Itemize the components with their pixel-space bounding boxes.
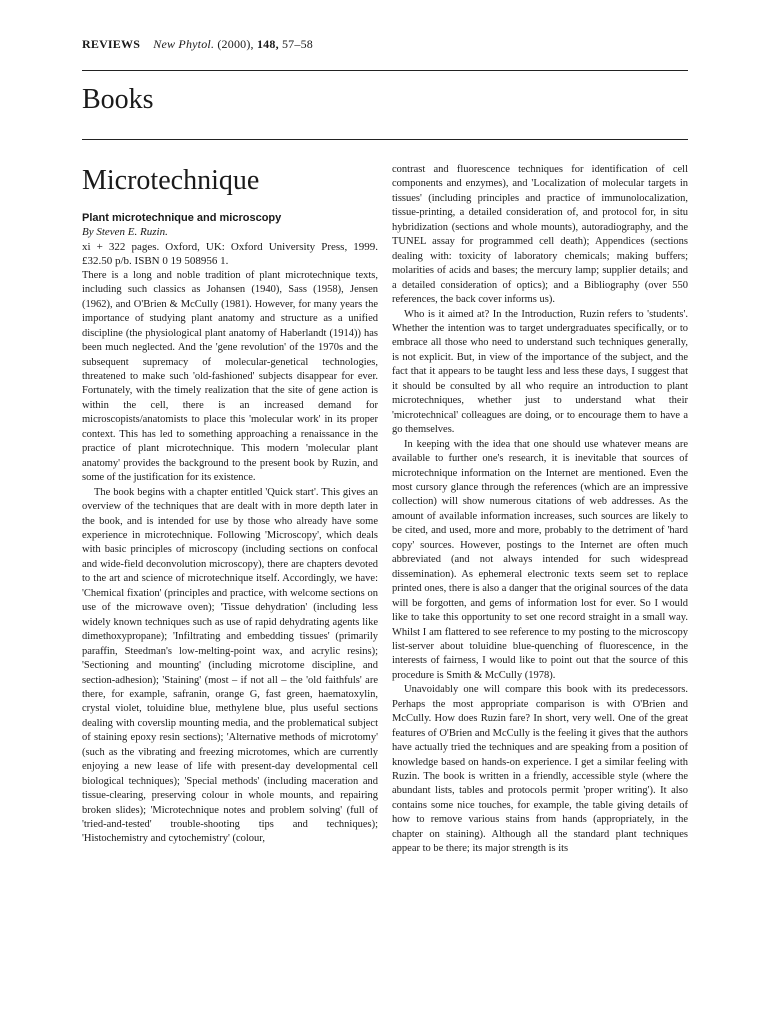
- paragraph: There is a long and noble tradition of plant microtechnique texts, including such classics as Johansen (1940), Sass (1958), Jensen (1962), and O'Brien & McCully (1981). However, for many years the importance of studying plant anatomy and structure as a unified discipline (the physiological plant anatomy of Haberlandt (1914)) has been much neglected. And the 'gene revolution' of the 1970s and the subsequent supremacy of molecular-genetical technologies, threatened to make such 'old-fashioned' subjects disappear for ever. Fortunately, with the timely realization that the site of gene action is within the cell, there is an increased demand for microscopists/anatomists to place this 'molecular work' in its proper context. This has led to something approaching a renaissance in the practice of plant microtechnique. This modern 'molecular plant anatomy' provides the background to the present book by Ruzin, and some of the justification for its existence.: [82, 269, 378, 484]
- right-column: [392, 163, 688, 857]
- paragraph: The book begins with a chapter entitled 'Quick start'. This gives an overview of the techniques that are dealt with in more depth later in the book, and is intended for use by those who already have some experience in microtechnique. Following 'Microscopy', which deals with basic principles of microscopy (including sections on confocal and wide-field deconvolution microscopy), there are chapters devoted to the art and science of microtechnique itself. Accordingly, we have: 'Chemical fixation' (principles and practice, with welcome sections on use of the microwave oven); 'Tissue dehydration' (including less widely known techniques such as use of rapid dehydrating agents like dimethoxypropane); 'Infiltrating and embedding tissues' (primarily paraffin, Steedman's low-melting-point wax, and acrylic resins); 'Sectioning and mounting' (including microtome discipline, and section-adhesion); 'Staining' (most – if not all – the 'old faithfuls' are there, for example, safranin, orange G, fast green, haematoxylin, crystal violet, toluidine blue, methylene blue, plus useful sections dealing with coverslip mounting media, and the problematical subject of staining epoxy resin sections); 'Alternative methods of microtomy' (such as the vibrating and freezing microtomes, which are currently enjoying a new lease of life with present-day developmental cell biological techniques); 'Special methods' (including maceration and tissue-clearing, preserving colour in whole mounts, and repairing broken slides); 'Microtechnique notes and problem solving' (full of 'tried-and-tested' trouble-shooting tips and techniques); 'Histochemistry and cytochemistry' (colour,: [82, 486, 378, 845]
- section-divider: [82, 139, 688, 140]
- running-header: [82, 37, 313, 52]
- paragraph: In keeping with the idea that one should use whatever means are available to further one's research, it is inevitable that sources of microtechnique information on the Internet are mentioned. Even the most cursory glance through the references (which are an impressive collection) will show numerous citations of web addresses. As the amount of available information increases, such sources are likely to be cited, and used, more and more, probably to the detriment of 'hard copy' sources. However, postings to the Internet are often much abbreviated (and not always intended for such widespread dissemination). As ephemeral electronic texts seem set to replace printed ones, there is also a danger that the original sources of the data will be forgotten, and gems of information lost for ever. So I would like to take this opportunity to set one record straight in a small way. Whilst I am flattered to see reference to my posting to the microscopy list-server about toluidine blue-quenching of fluorescence, in the interests of fairness, I would like to point out that the source of this procedure is Smith & McCully (1978).: [392, 438, 688, 681]
- header-label: REVIEWS: [82, 37, 141, 51]
- section-title: Books: [82, 84, 154, 115]
- article-title: Microtechnique: [82, 165, 260, 196]
- left-column: [82, 163, 378, 847]
- journal-volume: 148,: [256, 37, 279, 51]
- journal-pages: 57–58: [281, 37, 313, 51]
- bibliographic-details: xi + 322 pages. Oxford, UK: Oxford University Press, 1999. £32.50 p/b. ISBN 0 19 508956 1.: [82, 240, 378, 268]
- journal-name: New Phytol.: [153, 37, 215, 51]
- article-author: By Steven E. Ruzin.: [82, 226, 168, 239]
- paragraph: Who is it aimed at? In the Introduction, Ruzin refers to 'students'. Whether the intention was to target undergraduates specifically, or to embrace all those who need to understand such techniques generally, is not explicit. But, in view of the importance of the subject, and the fact that it appears to be taught less and less these days, I suggest that it should be consulted by all who require an introduction to plant microtechniques, whether just to understand what their 'microtechnical' colleagues are doing, or to encourage them to have a go themselves.: [392, 308, 688, 436]
- paragraph: Unavoidably one will compare this book with its predecessors. Perhaps the most appropriate comparison is with O'Brien and McCully. How does Ruzin fare? In short, very well. One of the great features of O'Brien and McCully is the feeling it gives that the authors have actually tried the techniques and are speaking from a position of knowledge based on hands-on experience. I get a similar feeling with Ruzin. The book is written in a friendly, accessible style (where the abundant lists, tables and protocols permit 'proper writing'). It also contains some nice touches, for example, the table giving details of how to remove various stains from hands (appropriately, in the chapter on staining). Although all the standard plant techniques appear to be there; its major strength is its: [392, 684, 688, 855]
- header-divider: [82, 70, 688, 71]
- journal-year: (2000),: [217, 37, 254, 51]
- paragraph: contrast and fluorescence techniques for identification of cell components and enzymes), and 'Localization of molecular targets in tissues' (including principles and practice of immunolocalization, tissue-printing, a detailed consideration of, and protocol for, in situ hybridization (sections and whole mounts), autoradiography, and the TUNEL assay for programmed cell death); Appendices (sections dealing with: toxicity of laboratory chemicals; making buffers; molarities of acids and bases; the mercury lamp; supplier details; and a detailed consideration of optics); and a Bibliography (over 550 references, the back cover informs us).: [392, 164, 688, 306]
- article-subtitle: Plant microtechnique and microscopy: [82, 212, 282, 224]
